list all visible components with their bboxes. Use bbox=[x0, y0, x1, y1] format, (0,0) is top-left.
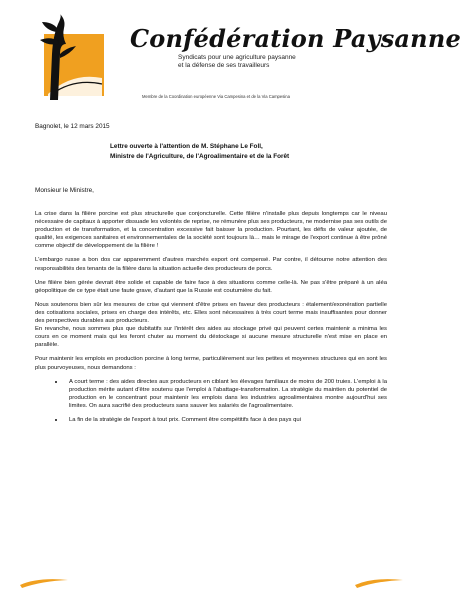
footer-swoosh-right bbox=[353, 575, 405, 589]
place-date: Bagnolet, le 12 mars 2015 bbox=[35, 123, 110, 130]
letter-body bbox=[35, 210, 387, 430]
paragraph-3: Une filière bien gérée devrait être solide et capable de faire face à des situations comme celle-là. Ne pas s'être préparé à un aléa géopolitique de ce type était une faute grave, d'autant que la Russie est coutumière du fait. bbox=[35, 279, 387, 294]
salutation: Monsieur le Ministre, bbox=[35, 187, 94, 194]
subject-line-1: Lettre ouverte à l'attention de M. Stéphane Le Foll, bbox=[110, 143, 263, 150]
org-tagline bbox=[178, 54, 398, 70]
subject-line-2: Ministre de l'Agriculture, de l'Agroalimentaire et de la Forêt bbox=[110, 153, 290, 160]
letter-subject bbox=[110, 142, 400, 162]
org-name: Confédération Paysanne bbox=[130, 24, 461, 53]
paragraph-5: En revanche, nous sommes plus que dubitatifs sur l'intérêt des aides au stockage privé qui peuvent certes maintenir a minima les cours en ce moment mais qui les feront chuter au moment du déstockage si aucune mesure structurelle n'est mise en place en parallèle. bbox=[35, 326, 387, 349]
membership-note: Membre de la Coordination européenne Via Campesina et de la Via Campesina bbox=[142, 94, 290, 99]
logo-leaf-1 bbox=[42, 22, 57, 32]
confederation-paysanne-logo bbox=[22, 14, 108, 106]
org-tagline-line-1: Syndicats pour une agriculture paysanne bbox=[178, 54, 296, 61]
org-tagline-line-2: et la défense de ses travailleurs bbox=[178, 62, 270, 69]
footer-swoosh-left bbox=[18, 575, 70, 589]
demand-item-1: • A court terme : des aides directes aux producteurs en ciblant les élevages familiaux de moins de 200 truies. L'emploi à la production mérite autant d'être soutenu que l'emploi à l'abattage-transformation. La stratégie du maintien du potentiel de production en le concentrant pour maintenir les emplois dans les industries agroalimentaires montre aujourd'hui ses limites. On aura sacrifié des producteurs sans sauver les salariés de l'agroalimentaire. bbox=[65, 378, 387, 410]
paragraph-4: Nous soutenons bien sûr les mesures de crise qui viennent d'être prises en faveur des producteurs : étalement/exonération partielle des cotisations sociales, prises en charge des intérêts, etc. Elles sont nécessaires à très court terme mais insuffisantes pour donner des perspectives durables aux producteurs. bbox=[35, 301, 387, 325]
paragraph-6: Pour maintenir les emplois en production porcine à long terme, particulièrement sur les petites et moyennes structures qui en sont les plus pourvoyeuses, nous demandons : bbox=[35, 356, 387, 371]
demands-list bbox=[35, 378, 387, 424]
paragraph-1: La crise dans la filière porcine est plus structurelle que conjoncturelle. Cette filière n'installe plus depuis longtemps car le niveau nécessaire de capitaux à apporter dissuade les volontés de reprise, ne rémunère plus ses producteurs, ne modernise pas ses outils de production et de transformation, et la concentration excessive fait baisser la production. Pourtant, les défis de valeur ajoutée, de qualité, les exigences sanitaires et environnementales de la société sont toujours là… mais le mirage de l'export continue à être prôné comme objectif de développement de la filière ! bbox=[35, 211, 387, 250]
demand-item-2: • La fin de la stratégie de l'export à tout prix. Comment être compétitifs face à des pays qui bbox=[65, 416, 387, 424]
paragraph-2: L'embargo russe a bon dos car apparemment d'autres marchés export ont compensé. Par contre, il détourne notre attention des responsabilités des tenants de la filière dans la situation actuelle des producteurs de porcs. bbox=[35, 257, 387, 272]
